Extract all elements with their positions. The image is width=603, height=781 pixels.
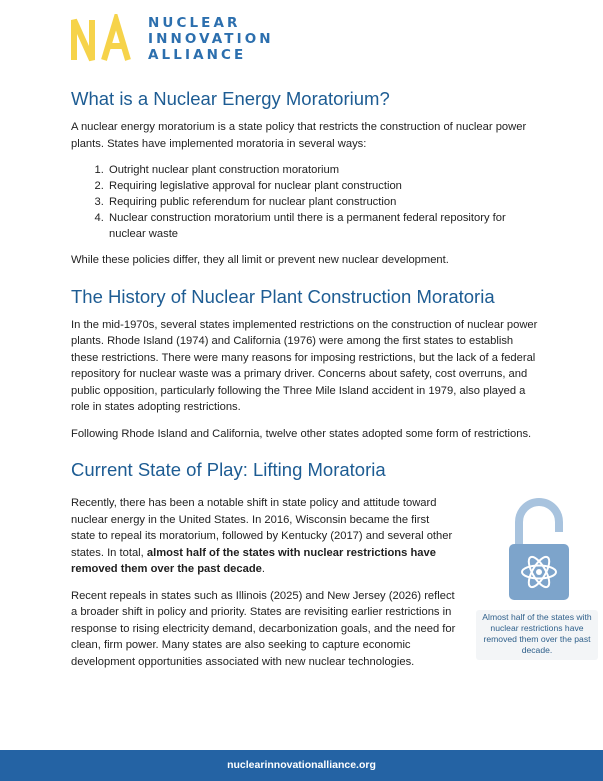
paragraph-current-1-end: . xyxy=(261,563,265,575)
logo-line-2: INNOVATION xyxy=(148,31,274,47)
list-item: 2. Requiring legislative approval for nuclear plant construction xyxy=(107,178,541,194)
logo-line-3: ALLIANCE xyxy=(148,47,247,63)
logo xyxy=(70,14,280,66)
paragraph-closing: While these policies differ, they all limit or prevent new nuclear development. xyxy=(71,254,449,266)
footer-bar xyxy=(0,750,603,781)
list-item: 1. Outright nuclear plant construction moratorium xyxy=(107,162,541,178)
paragraph-history-2: Following Rhode Island and California, twelve other states adopted some form of restrictions. xyxy=(71,427,532,440)
heading-what-is-moratorium: What is a Nuclear Energy Moratorium? xyxy=(71,88,390,109)
logo-line-1: NUCLEAR xyxy=(148,15,241,31)
logo-wordmark xyxy=(148,15,274,63)
paragraph-intro: A nuclear energy moratorium is a state policy that restricts the construction of nuclear power plants. States have implemented moratoria in several ways: xyxy=(71,121,527,150)
heading-current-state: Current State of Play: Lifting Moratoria xyxy=(71,459,386,480)
sidebar-caption: Almost half of the states with nuclear restrictions have removed them over the past decade. xyxy=(476,610,598,660)
heading-history: The History of Nuclear Plant Construction Moratoria xyxy=(71,285,495,307)
paragraph-current-1 xyxy=(71,495,456,578)
section-history xyxy=(71,286,541,443)
paragraph-history-1: In the mid-1970s, several states implemented restrictions on the construction of nuclear power plants. Rhode Island (1974) and California (1976) were among the first states to establish these restrictions. There were many reasons for imposing restrictions, but the lack of a federal repository for nuclear waste was a primary driver. Concerns about safety, cost overruns, and public opposition, particularly following the Three Mile Island accident in 1979, also played a role in states adopting restrictions. xyxy=(71,318,538,413)
list-item: 3. Requiring public referendum for nuclear plant construction xyxy=(107,194,541,210)
section-moratorium-definition xyxy=(71,88,541,269)
paragraph-current-1-text: Recently, there has been a notable shift in state policy and attitude toward nuclear energy in the United States. In 2016, Wisconsin became the first state to repeal its moratorium, followed by Kentucky (2017) and several other states. In total, xyxy=(71,497,453,559)
paragraph-current-2: Recent repeals in states such as Illinois (2025) and New Jersey (2026) reflect a broader shift in policy and priority. States are revisiting earlier restrictions in response to rising electricity demand, decarbonization goals, and the need for clean, firm power. Many states are also seeking to capture economic development opportunities associated with new nuclear technologies. xyxy=(71,589,456,668)
section-current-state xyxy=(71,459,541,670)
footer-url-link[interactable]: nuclearinnovationalliance.org xyxy=(227,759,376,771)
list-item: 4. Nuclear construction moratorium until there is a permanent federal repository for nuclear waste xyxy=(107,210,541,242)
moratorium-types-list xyxy=(71,162,541,242)
unlocked-padlock-atom-icon xyxy=(509,498,569,600)
na-logo-mark-icon xyxy=(70,14,142,64)
paragraph-current-1-emphasis: almost half of the states with nuclear restrictions have removed them over the past decade xyxy=(71,546,436,575)
main-content xyxy=(71,88,541,680)
